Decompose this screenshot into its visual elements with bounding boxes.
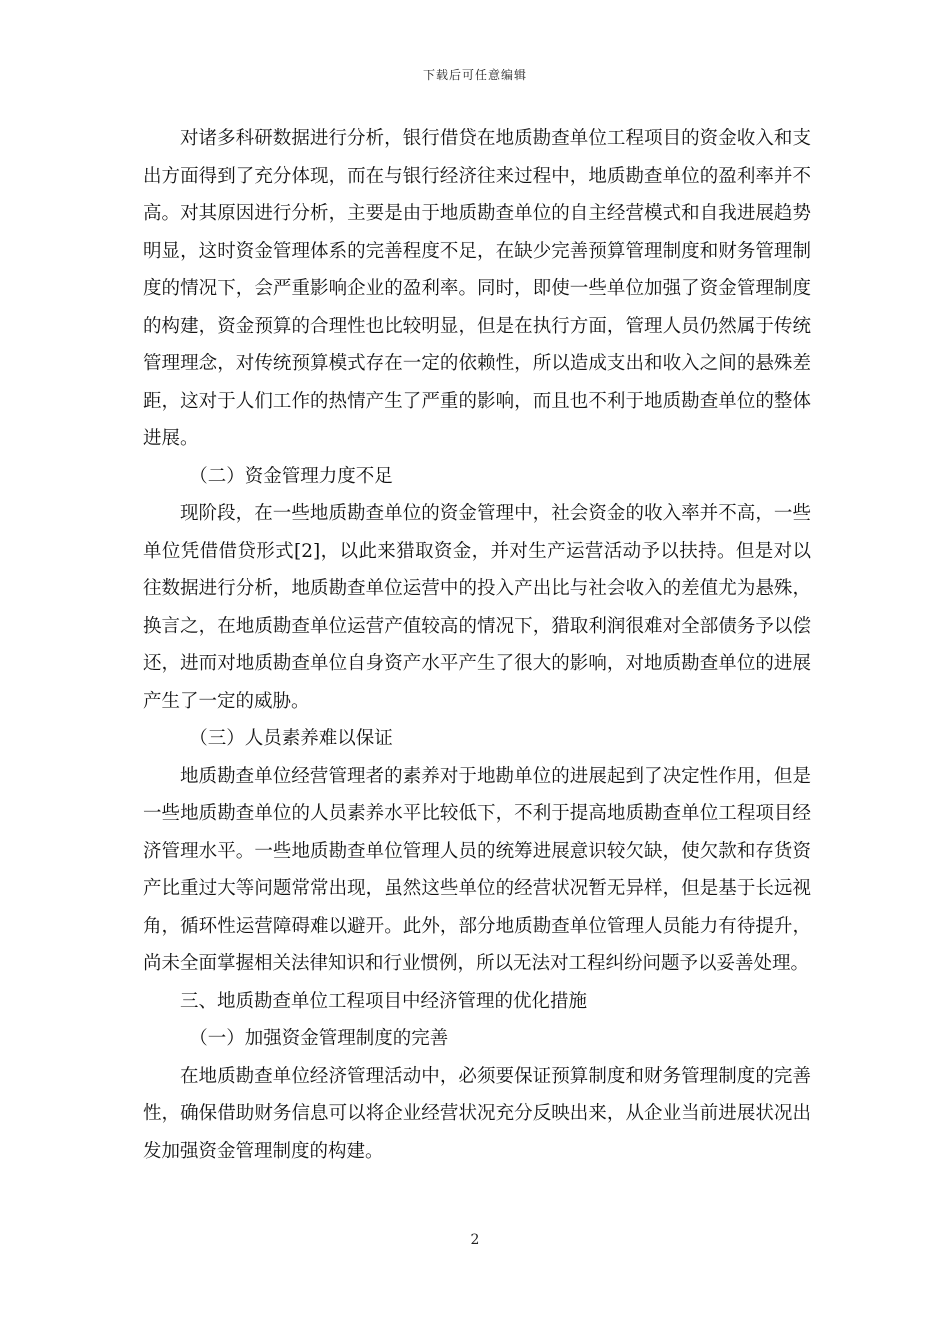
section-heading: 三、地质勘查单位工程项目中经济管理的优化措施 (180, 990, 588, 1012)
paragraph: 在地质勘查单位经济管理活动中，必须要保证预算制度和财务管理制度的完善性，确保借助财务信息可以将企业经营状况充分反映出来，从企业当前进展状况出发加强资金管理制度的构建。 (143, 1065, 811, 1162)
paragraph: 现阶段，在一些地质勘查单位的资金管理中，社会资金的收入率并不高，一些单位凭借借贷形式[2]，以此来猎取资金，并对生产运营活动予以扶持。但是对以往数据进行分析，地质勘查单位运营中的投入产出比与社会收入的差值尤为悬殊，换言之，在地质勘查单位运营产值较高的情况下，猎取利润很难对全部债务予以偿还，进而对地质勘查单位自身资产水平产生了很大的影响，对地质勘查单位的进展产生了一定的威胁。 (143, 503, 811, 712)
subsection-heading: （一）加强资金管理制度的完善 (189, 1028, 449, 1049)
page-number: 2 (470, 1232, 480, 1248)
document-body (143, 120, 811, 1170)
subsection-heading: （三）人员素养难以保证 (189, 728, 393, 749)
paragraph: 地质勘查单位经营管理者的素养对于地勘单位的进展起到了决定性作用，但是一些地质勘查单位的人员素养水平比较低下，不利于提高地质勘查单位工程项目经济管理水平。一些地质勘查单位管理人员的统筹进展意识较欠缺，使欠款和存货资产比重过大等问题常常出现，虽然这些单位的经营状况暂无异样，但是基于长远视角，循环性运营障碍难以避开。此外，部分地质勘查单位管理人员能力有待提升，尚未全面掌握相关法律知识和行业惯例，所以无法对工程纠纷问题予以妥善处理。 (143, 765, 811, 974)
paragraph: 对诸多科研数据进行分析，银行借贷在地质勘查单位工程项目的资金收入和支出方面得到了充分体现，而在与银行经济往来过程中，地质勘查单位的盈利率并不高。对其原因进行分析，主要是由于地质勘查单位的自主经营模式和自我进展趋势明显，这时资金管理体系的完善程度不足，在缺少完善预算管理制度和财务管理制度的情况下，会严重影响企业的盈利率。同时，即使一些单位加强了资金管理制度的构建，资金预算的合理性也比较明显，但是在执行方面，管理人员仍然属于传统管理理念，对传统预算模式存在一定的依赖性，所以造成支出和收入之间的悬殊差距，这对于人们工作的热情产生了严重的影响，而且也不利于地质勘查单位的整体进展。 (143, 128, 811, 449)
page-header: 下载后可任意编辑 (422, 68, 527, 82)
subsection-heading: （二）资金管理力度不足 (189, 465, 393, 487)
